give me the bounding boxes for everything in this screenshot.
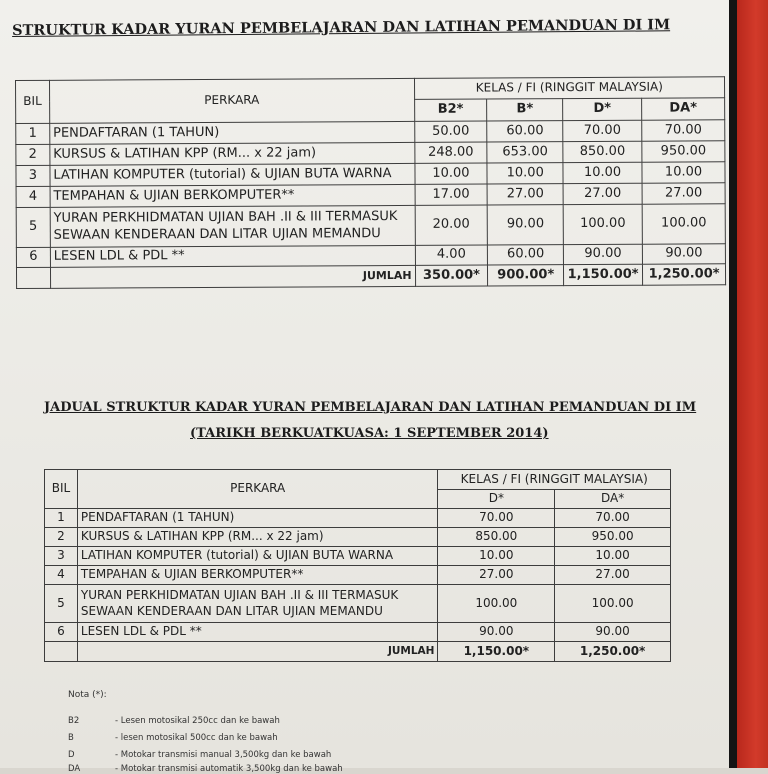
row-item-line: YURAN PERKHIDMATAN UJIAN BAH .II & III TERMASUK: [53, 208, 398, 226]
row-number: 4: [45, 566, 78, 585]
row-item-line: SEWAAN KENDERAAN DAN LITAR UJIAN MEMANDU: [80, 604, 383, 618]
fee-cell: 27.00: [642, 183, 725, 204]
row-item: TEMPAHAN & UJIAN BERKOMPUTER**: [50, 184, 415, 207]
row-item: LESEN LDL & PDL **: [50, 245, 415, 267]
row-item: LESEN LDL & PDL **: [77, 623, 438, 642]
table1-class-header: D*: [563, 98, 642, 120]
total-cell: 350.00*: [415, 265, 488, 286]
table1-header-perkara: PERKARA: [49, 78, 414, 123]
table2-header-bil: BIL: [45, 470, 78, 509]
fee-table-2: [44, 469, 671, 662]
fee-cell: 27.00: [555, 566, 671, 585]
fee-cell: 100.00: [555, 585, 671, 623]
note-text: - lesen motosikal 500cc dan ke bawah: [115, 733, 278, 743]
table1-class-header: B*: [487, 99, 563, 121]
total-label: JUMLAH: [50, 265, 415, 288]
note-text: - Motokar transmisi manual 3,500kg dan ke bawah: [115, 750, 332, 760]
fee-cell: 4.00: [415, 245, 488, 265]
row-item: TEMPAHAN & UJIAN BERKOMPUTER**: [77, 566, 438, 585]
note-text: - Motokar transmisi automatik 3,500kg dan ke bawah: [115, 764, 343, 774]
row-item: KURSUS & LATIHAN KPP (RM... x 22 jam): [77, 528, 438, 547]
total-row: [16, 264, 725, 289]
note-text: - Lesen motosikal 250cc dan ke bawah: [115, 716, 280, 726]
fee-cell: 100.00: [563, 204, 642, 244]
fee-cell: 100.00: [642, 204, 725, 244]
fee-cell: 653.00: [487, 142, 563, 163]
fee-cell: 27.00: [487, 184, 563, 205]
table-row: [45, 528, 671, 547]
row-item-line: SEWAAN KENDERAAN DAN LITAR UJIAN MEMANDU: [53, 225, 381, 243]
fee-cell: 90.00: [563, 244, 642, 264]
row-number: 3: [45, 547, 78, 566]
board-frame-red: [737, 0, 768, 768]
fee-cell: 10.00: [642, 162, 725, 183]
note-code: D: [68, 750, 75, 760]
fee-cell: 950.00: [555, 528, 671, 547]
table-row: [45, 566, 671, 585]
table2-header-kelas: KELAS / FI (RINGGIT MALAYSIA): [438, 470, 671, 490]
notes-heading: Nota (*):: [68, 690, 107, 700]
total-cell: 1,250.00*: [555, 642, 671, 662]
table2-title: JADUAL STRUKTUR KADAR YURAN PEMBELAJARAN DAN LATIHAN PEMANDUAN DI IM: [44, 400, 697, 415]
table-row: [16, 204, 725, 248]
row-item: PENDAFTARAN (1 TAHUN): [50, 121, 415, 144]
fee-cell: 10.00: [438, 547, 555, 566]
row-number: 3: [16, 165, 50, 186]
row-number: 2: [45, 528, 78, 547]
board-frame-edge: [729, 0, 737, 768]
fee-cell: 60.00: [488, 245, 564, 265]
fee-cell: 70.00: [642, 120, 725, 141]
row-number: 5: [16, 207, 50, 247]
table1-title: STRUKTUR KADAR YURAN PEMBELAJARAN DAN LATIHAN PEMANDUAN DI IM: [12, 16, 671, 39]
row-number: 4: [16, 186, 50, 207]
fee-cell: 17.00: [415, 184, 488, 205]
total-cell: 1,250.00*: [643, 264, 726, 285]
row-number: 6: [45, 623, 78, 642]
fee-table-1: [15, 76, 726, 289]
fee-cell: 10.00: [414, 163, 487, 184]
row-item: LATIHAN KOMPUTER (tutorial) & UJIAN BUTA WARNA: [77, 547, 438, 566]
total-label: JUMLAH: [77, 642, 438, 662]
row-number: 5: [45, 585, 78, 623]
row-number: 2: [16, 144, 50, 165]
fee-cell: 90.00: [555, 623, 671, 642]
fee-cell: 10.00: [487, 163, 563, 184]
table1-class-header: B2*: [414, 99, 487, 121]
total-row: [45, 642, 671, 662]
fee-cell: 850.00: [563, 141, 642, 162]
note-code: DA: [68, 764, 81, 774]
table-row: [45, 509, 671, 528]
row-item: KURSUS & LATIHAN KPP (RM... x 22 jam): [50, 142, 415, 165]
fee-cell: 100.00: [438, 585, 555, 623]
row-number: 1: [16, 123, 50, 144]
table2-class-header: DA*: [555, 490, 671, 509]
fee-cell: 70.00: [438, 509, 555, 528]
total-cell: 900.00*: [488, 265, 564, 286]
table1-class-header: DA*: [642, 98, 725, 120]
row-number: 6: [16, 247, 50, 267]
fee-cell: 70.00: [563, 120, 642, 141]
fee-cell: 27.00: [563, 183, 642, 204]
fee-cell: 27.00: [438, 566, 555, 585]
table1-header-bil: BIL: [16, 80, 50, 123]
fee-cell: 10.00: [563, 162, 642, 183]
row-item: [77, 585, 438, 623]
table-row: [45, 623, 671, 642]
note-code: B2: [68, 716, 80, 726]
fee-cell: 20.00: [415, 205, 488, 245]
fee-cell: 10.00: [555, 547, 671, 566]
total-cell: 1,150.00*: [564, 264, 643, 285]
fee-cell: 248.00: [414, 142, 487, 163]
table-row: [45, 585, 671, 623]
row-number: 1: [45, 509, 78, 528]
row-item: [50, 205, 415, 247]
row-item: LATIHAN KOMPUTER (tutorial) & UJIAN BUTA WARNA: [50, 163, 415, 186]
row-item: PENDAFTARAN (1 TAHUN): [77, 509, 438, 528]
note-code: B: [68, 733, 74, 743]
fee-cell: 90.00: [488, 205, 564, 245]
table2-subtitle: (TARIKH BERKUATKUASA: 1 SEPTEMBER 2014): [190, 426, 549, 441]
table-row: [45, 547, 671, 566]
fee-cell: 70.00: [555, 509, 671, 528]
fee-cell: 60.00: [487, 121, 563, 142]
table1-header-kelas: KELAS / FI (RINGGIT MALAYSIA): [414, 77, 725, 100]
fee-cell: 950.00: [642, 141, 725, 162]
fee-cell: 90.00: [438, 623, 555, 642]
total-cell: 1,150.00*: [438, 642, 555, 662]
fee-cell: 90.00: [642, 244, 725, 264]
table2-header-perkara: PERKARA: [77, 470, 438, 509]
table2-class-header: D*: [438, 490, 555, 509]
fee-cell: 50.00: [414, 121, 487, 142]
fee-cell: 850.00: [438, 528, 555, 547]
row-item-line: YURAN PERKHIDMATAN UJIAN BAH .II & III TERMASUK: [80, 587, 399, 602]
